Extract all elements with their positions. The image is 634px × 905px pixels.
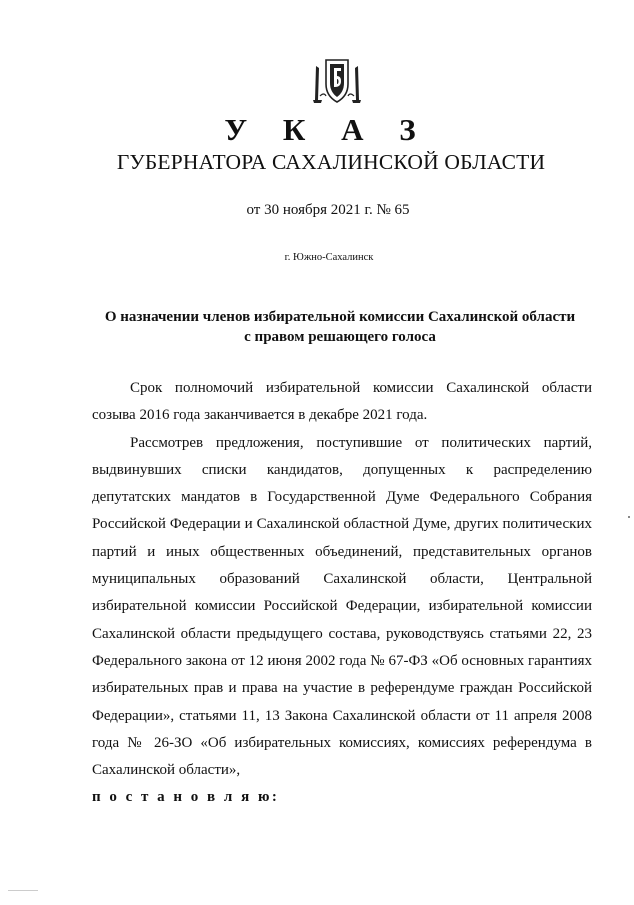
- sakhalin-coat-of-arms-icon: [310, 56, 364, 104]
- document-body: [92, 375, 592, 812]
- document-subtitle: ГУБЕРНАТОРА САХАЛИНСКОЙ ОБЛАСТИ: [116, 150, 546, 174]
- document-dateline: от 30 ноября 2021 г. № 65: [246, 202, 410, 218]
- heading-line-1: О назначении членов избирательной комиссии Сахалинской области: [104, 309, 576, 325]
- paragraph-1: Срок полномочий избирательной комиссии Сахалинской области созыва 2016 года заканчивается в декабре 2021 года.: [92, 380, 592, 424]
- scan-mark: [628, 516, 630, 518]
- paragraph-2-text: Рассмотрев предложения, поступившие от политических партий, выдвинувших списки кандидатов, допущенных к распределению депутатских мандатов в Государственной Думе Федерального Собрания Российской Федерации и Сахалинской областной Думе, других политических партий и иных общественных объединений, представительных органов муниципальных образований Сахалинской области, Центральной избирательной комиссии Российской Федерации, избирательной комиссии Сахалинской области предыдущего состава, руководствуясь статьями 22, 23 Федерального закона от 12 июня 2002 года № 67-ФЗ «Об основных гарантиях избирательных прав и права на участие в референдуме граждан Российской Федерации», статьями 11, 13 Закона Сахалинской области от 11 апреля 2008 года № 26-ЗО «Об избирательных комиссиях, комиссиях референдума в Сахалинской области»,: [92, 434, 592, 779]
- document-heading: [90, 307, 590, 347]
- document-city: г. Южно-Сахалинск: [284, 252, 374, 263]
- decree-word: п о с т а н о в л я ю:: [92, 789, 280, 806]
- heading-line-2: с правом решающего голоса: [244, 329, 436, 345]
- document-title: У К А З: [224, 112, 430, 147]
- scan-mark: [8, 890, 38, 891]
- paragraph-2: [92, 430, 592, 785]
